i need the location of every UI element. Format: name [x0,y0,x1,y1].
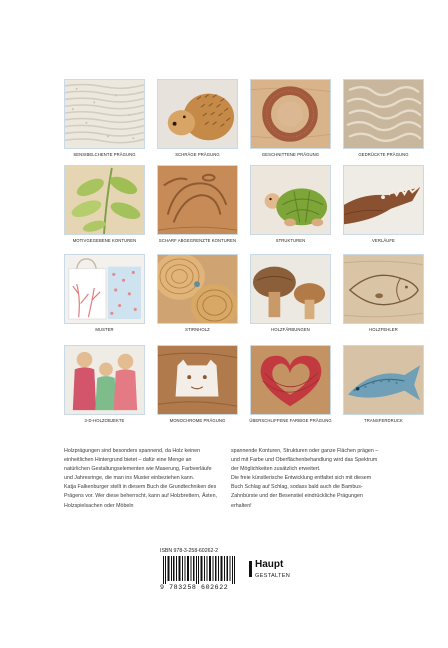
tile-caption: SCHRÄGE PRÄGUNG [175,152,220,157]
tile-stirnholz [157,254,238,332]
tile-gedrueckte-praegung [343,79,424,157]
tile-ueberschliffene-farbige-praegung [249,345,332,423]
tile-monochrome-praegung [157,345,238,423]
photo-wooden-peg-dolls [64,345,145,415]
tile-sensible-praegung [64,79,145,157]
tile-caption: MONOCHROME PRÄGUNG [169,418,226,423]
tile-3d-holzobjekte [64,345,145,423]
tile-holzfaerbungen [250,254,331,332]
photo-white-bear-figure [157,345,238,415]
photo-white-textured-wood [64,79,145,149]
blurb-left-column [64,447,217,511]
tile-holzfehler [343,254,424,332]
photo-wooden-hedgehog [157,79,238,149]
tile-caption: STRUKTUREN [275,238,306,243]
publisher-mark-icon [249,561,252,577]
photo-coral-pattern-bags [64,254,145,324]
tile-caption: HOLZFÄRBUNGEN [271,327,310,332]
publisher-logo [249,559,299,589]
tile-motivgegebene-konturen [64,165,145,243]
tile-caption: ÜBERSCHLIFFENE FARBIGE PRÄGUNG [249,418,332,423]
tile-muster [64,254,145,332]
tile-geschnittene-praegung [250,79,331,157]
photo-green-leaf-stamp [64,165,145,235]
tile-caption: SENSIBELCHENTE PRÄGUNG [73,152,136,157]
tile-caption: SCHARF ABGEGRENZTE KONTUREN [158,238,237,243]
tile-schraege-praegung [157,79,238,157]
photo-cut-ring-pattern [250,79,331,149]
tile-strukturen [250,165,331,243]
blurb-paragraph: Holzprägungen sind besonders spannend, da Holz keinen einheitlichen Hintergrund bietet – dafür eine Menge an natürlichen Gestaltungselementen wie Maserung, Farbverläufe und Jahresringe, die man ins Muster einbeziehen kann. [64,448,212,482]
blurb-paragraph: spannende Konturen, Strukturen oder ganze Flächen prägen – und mit Farbe und Oberflächenbehandlung wird das Spektrum der Möglichkeiten zusätzlich erweitert. [231,448,379,473]
tile-caption: MOTIVGEGEBENE KONTUREN [72,238,137,243]
photo-wooden-turtle [250,165,331,235]
tile-caption: VERLÄUFE [372,238,395,243]
photo-end-grain-slices [157,254,238,324]
publisher-name: Haupt [255,559,284,570]
photo-fish-outline-on-wood [343,254,424,324]
barcode-digits: 9 783258 602622 [160,584,229,591]
tile-caption: 3-D-HOLZOBJEKTE [84,418,125,423]
barcode-bars [160,556,238,584]
isbn-label: ISBN 978-3-258-60262-2 [160,548,218,554]
blurb-paragraph: Katja Falkenburger stellt in diesem Buch die Grundtechniken des Prägens vor. Wer diese beherrscht, kann auf Holzbrettern, Ästen, Holzspielsachen oder Möbeln [64,484,218,509]
tile-scharf-abgegrenzte-konturen [157,165,238,243]
tile-caption: MUSTER [95,327,114,332]
photo-red-heart-carving [250,345,331,415]
tile-transferdruck [343,345,424,423]
isbn-barcode [160,548,238,592]
blurb-right-column [231,447,384,511]
photo-wooden-mushrooms [250,254,331,324]
tile-verlaeufe [343,165,424,243]
photo-wooden-crocodile [343,165,424,235]
tile-caption: STIRNHOLZ [185,327,210,332]
tile-caption: TRANSFERDRUCK [364,418,403,423]
photo-fish-transfer-print [343,345,424,415]
tile-caption: GEDRÜCKTE PRÄGUNG [358,152,409,157]
tile-caption: HOLZFEHLER [369,327,398,332]
publisher-imprint: GESTALTEN [255,573,291,579]
photo-pressed-maze-pattern [343,79,424,149]
tile-caption: GESCHNITTENE PRÄGUNG [261,152,320,157]
photo-carved-contours [157,165,238,235]
blurb-paragraph: Die freie künstlerische Entwicklung entfaltet sich mit diesem Buch Schlag auf Schlag, sodass bald auch die Bambus-Zahnbürste und der Besenstiel eindrückliche Prägungen erhalten! [231,475,372,509]
